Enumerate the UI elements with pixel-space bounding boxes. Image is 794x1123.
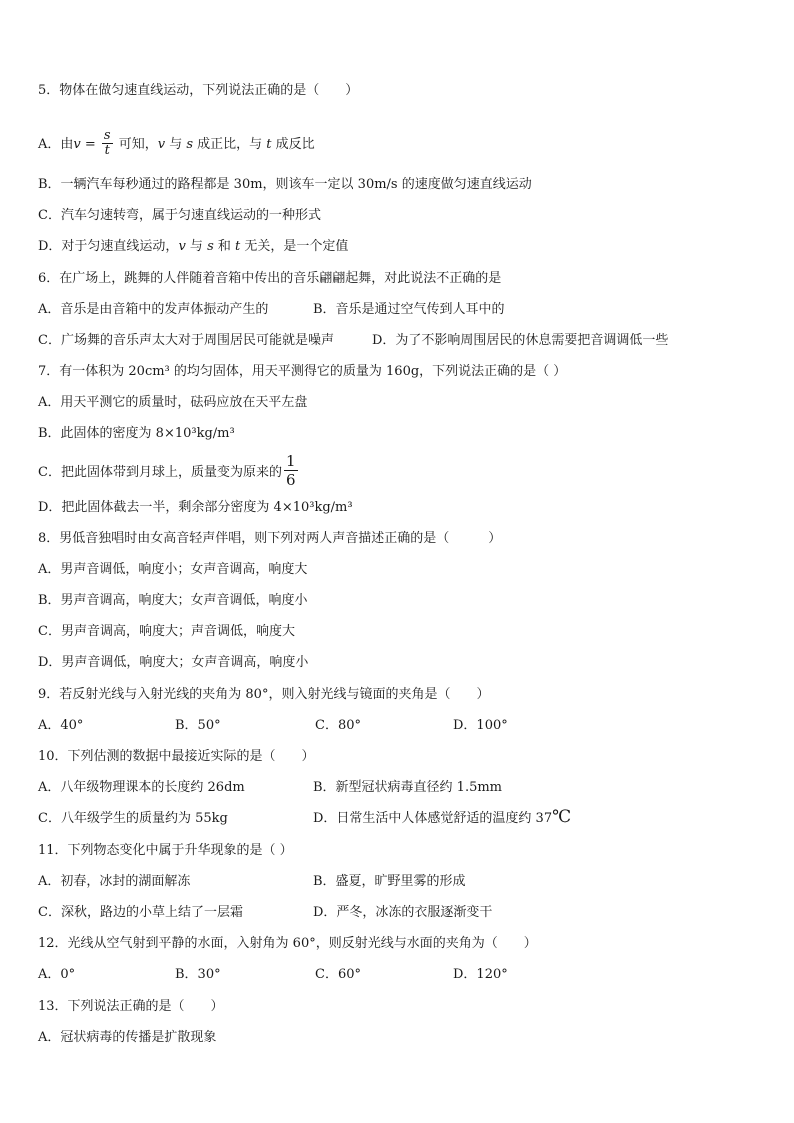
q6-option-a[interactable]: A．音乐是由音箱中的发声体振动产生的 (38, 302, 269, 317)
q9-option-d[interactable]: D．100° (453, 718, 508, 733)
q11-option-d[interactable]: D．严冬，冰冻的衣服逐渐变干 (313, 905, 493, 920)
q5-option-a-text-1: 可知， (114, 137, 158, 152)
q5-option-d-var-v: v (178, 239, 186, 254)
q12-stem: 12．光线从空气射到平静的水面，入射角为 60°，则反射光线与水面的夹角为（ ） (38, 936, 537, 951)
q5-formula-eq: = (80, 137, 100, 152)
q12-option-b[interactable]: B．30° (175, 967, 221, 982)
q5-option-d-prefix: D．对于匀速直线运动， (38, 239, 179, 254)
q5-option-c[interactable]: C．汽车匀速转弯，属于匀速直线运动的一种形式 (38, 208, 321, 223)
q5-option-d-var-s: s (207, 239, 214, 254)
q9-stem: 9．若反射光线与入射光线的夹角为 80°，则入射光线与镜面的夹角是（ ） (38, 687, 490, 702)
q6-option-b[interactable]: B．音乐是通过空气传到人耳中的 (313, 302, 505, 317)
q7-option-c-prefix: C．把此固体带到月球上，质量变为原来的 (38, 465, 282, 480)
q5-option-d-var-t: t (235, 239, 241, 254)
q5-stem: 5．物体在做匀速直线运动，下列说法正确的是（ ） (38, 83, 359, 98)
q10-option-c[interactable]: C．八年级学生的质量约为 55kg (38, 811, 228, 826)
q9-option-b[interactable]: B．50° (175, 718, 221, 733)
q5-option-d-text-1: 与 (185, 239, 208, 254)
q5-fraction-numerator: s (103, 128, 111, 143)
q5-formula-fraction (102, 129, 113, 158)
q10-option-a[interactable]: A．八年级物理课本的长度约 26dm (38, 780, 245, 795)
q5-option-a-var-v: v (157, 137, 166, 152)
q5-option-d-text-3: 无关，是一个定值 (240, 239, 349, 254)
q5-option-d[interactable] (38, 239, 348, 255)
q12-option-a[interactable]: A．0° (38, 967, 76, 982)
q5-option-d-text-2: 和 (213, 239, 235, 254)
q5-option-a-text-2: 与 (165, 137, 187, 152)
q6-option-d[interactable]: D．为了不影响周围居民的休息需要把音调调低一些 (372, 333, 669, 348)
q13-stem: 13．下列说法正确的是（ ） (38, 999, 224, 1014)
q6-stem: 6．在广场上，跳舞的人伴随着音箱中传出的音乐翩翩起舞，对此说法不正确的是 (38, 271, 502, 286)
q7-fraction-denominator: 6 (285, 471, 296, 489)
q5-option-a[interactable] (38, 130, 315, 159)
q8-option-a[interactable]: A．男声音调低，响度小；女声音调高，响度大 (38, 562, 308, 577)
q5-option-b[interactable]: B．一辆汽车每秒通过的路程都是 30m，则该车一定以 30m/s 的速度做匀速直线运动 (38, 177, 532, 192)
q12-option-c[interactable]: C．60° (315, 967, 361, 982)
q6-option-c[interactable]: C．广场舞的音乐声太大对于周围居民可能就是噪声 (38, 333, 334, 348)
q5-option-a-var-t: t (266, 137, 272, 152)
q10-option-d-text: D．日常生活中人体感觉舒适的温度约 37 (313, 811, 553, 826)
q8-option-c[interactable]: C．男声音调高，响度大；声音调低，响度大 (38, 624, 295, 639)
q11-stem: 11．下列物态变化中属于升华现象的是（ ） (38, 843, 293, 858)
q7-option-c[interactable] (38, 454, 300, 491)
q10-option-d[interactable] (313, 809, 571, 827)
q5-option-a-prefix: A．由 (38, 137, 74, 152)
q10-stem: 10．下列估测的数据中最接近实际的是（ ） (38, 749, 315, 764)
q8-option-b[interactable]: B．男声音调高，响度大；女声音调低，响度小 (38, 593, 308, 608)
q8-option-d[interactable]: D．男声音调低，响度大；女声音调高，响度小 (38, 655, 309, 670)
q5-option-a-text-4: 成反比 (271, 137, 315, 152)
q7-option-d[interactable]: D．把此固体截去一半，剩余部分密度为 4×10³kg/m³ (38, 500, 353, 515)
q11-option-b[interactable]: B．盛夏，旷野里雾的形成 (313, 874, 466, 889)
q12-option-d[interactable]: D．120° (453, 967, 508, 982)
q5-option-a-var-s: s (186, 137, 194, 152)
q9-option-c[interactable]: C．80° (315, 718, 361, 733)
q11-option-c[interactable]: C．深秋，路边的小草上结了一层霜 (38, 905, 243, 920)
q9-option-a[interactable]: A．40° (38, 718, 84, 733)
q13-option-a[interactable]: A．冠状病毒的传播是扩散现象 (38, 1030, 217, 1045)
q7-option-c-fraction (284, 452, 298, 489)
celsius-symbol: ℃ (552, 807, 572, 827)
q7-option-b[interactable]: B．此固体的密度为 8×10³kg/m³ (38, 426, 235, 441)
q8-stem: 8．男低音独唱时由女高音轻声伴唱，则下列对两人声音描述正确的是（ ） (38, 531, 502, 546)
q7-option-a[interactable]: A．用天平测它的质量时，砝码应放在天平左盘 (38, 395, 308, 410)
q7-stem: 7．有一体积为 20cm³ 的均匀固体，用天平测得它的质量为 160g，下列说法正确的是（ ） (38, 364, 567, 379)
q5-fraction-denominator: t (104, 143, 110, 158)
q7-fraction-numerator: 1 (285, 452, 296, 470)
q5-option-a-text-3: 成正比，与 (193, 137, 267, 152)
q5-formula-v: v (73, 137, 81, 152)
q10-option-b[interactable]: B．新型冠状病毒直径约 1.5mm (313, 780, 503, 795)
q11-option-a[interactable]: A．初春，冰封的湖面解冻 (38, 874, 191, 889)
